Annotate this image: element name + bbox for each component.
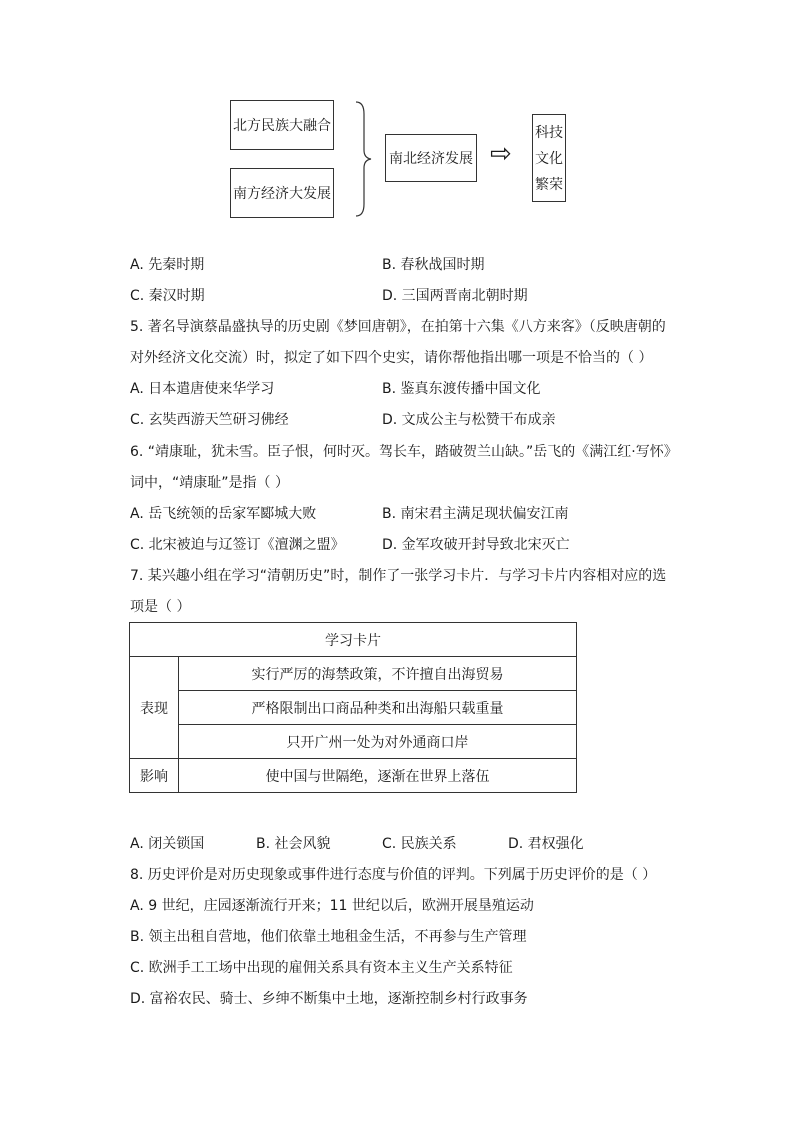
study-card-row-2: 严格限制出口商品种类和出海船只载重量: [179, 691, 577, 725]
q4-option-d: D. 三国两晋南北朝时期: [382, 288, 528, 304]
q6-stem-line1: 6. “靖康耻，犹未雪。臣子恨，何时灭。驾长车，踏破贺兰山缺。”岳飞的《满江红·写怀》: [130, 444, 678, 460]
q8-stem: 8. 历史评价是对历史现象或事件进行态度与价值的评判。下列属于历史评价的是（ ）: [130, 867, 657, 883]
q5-stem-line2: 对外经济文化交流）时，拟定了如下四个史实，请你帮他指出哪一项是不恰当的（ ）: [130, 350, 653, 366]
q8-option-c: C. 欧洲手工工场中出现的雇佣关系具有资本主义生产关系特征: [130, 960, 513, 976]
q4-option-b: B. 春秋战国时期: [382, 257, 485, 273]
q6-option-b: B. 南宋君主满足现状偏安江南: [382, 506, 569, 522]
q7-option-d: D. 君权强化: [508, 836, 584, 852]
diagram-box-south: [230, 168, 334, 218]
diagram-arrow-icon: ⇨: [490, 139, 512, 169]
q7-stem-line1: 7. 某兴趣小组在学习“清朝历史”时，制作了一张学习卡片．与学习卡片内容相对应的选: [130, 568, 667, 584]
diagram-box-north-label: 北方民族大融合: [233, 118, 331, 134]
diagram-box-south-label: 南方经济大发展: [233, 186, 331, 202]
study-card-title: 学习卡片: [130, 623, 577, 657]
diagram-result-1: 科技: [535, 125, 563, 141]
q5-option-d: D. 文成公主与松赞干布成亲: [382, 412, 556, 428]
q5-option-a: A. 日本遣唐使来华学习: [130, 381, 275, 397]
q5-option-b: B. 鉴真东渡传播中国文化: [382, 381, 541, 397]
study-card-label-manifestation: 表现: [130, 657, 179, 759]
q5-option-c: C. 玄奘西游天竺研习佛经: [130, 412, 289, 428]
study-card-row-3: 只开广州一处为对外通商口岸: [179, 725, 577, 759]
q7-option-b: B. 社会风貌: [256, 836, 331, 852]
q5-stem-line1: 5. 著名导演蔡晶盛执导的历史剧《梦回唐朝》，在拍第十六集《八方来客》（反映唐朝的: [130, 319, 666, 335]
diagram-box-center: [385, 134, 477, 182]
q7-option-c: C. 民族关系: [382, 836, 457, 852]
study-card-row-1: 实行严厉的海禁政策，不许擅自出海贸易: [179, 657, 577, 691]
q7-stem-line2: 项是（ ）: [130, 599, 191, 615]
q6-option-a: A. 岳飞统领的岳家军郾城大败: [130, 506, 317, 522]
q4-option-a: A. 先秦时期: [130, 257, 205, 273]
q4-option-c: C. 秦汉时期: [130, 288, 205, 304]
q6-option-d: D. 金军攻破开封导致北宋灭亡: [382, 537, 570, 553]
study-card-table: [129, 622, 577, 793]
diagram-box-north: [230, 100, 334, 150]
q8-option-a: A. 9 世纪，庄园逐渐流行开来；11 世纪以后，欧洲开展垦殖运动: [130, 898, 534, 914]
q6-option-c: C. 北宋被迫与辽签订《澶渊之盟》: [130, 537, 345, 553]
diagram-brace: [352, 100, 376, 218]
q8-option-d: D. 富裕农民、骑士、乡绅不断集中土地，逐渐控制乡村行政事务: [130, 991, 528, 1007]
diagram-box-center-label: 南北经济发展: [389, 151, 473, 167]
diagram-result-2: 文化: [535, 151, 563, 167]
diagram-box-result: [532, 114, 566, 202]
diagram-result-3: 繁荣: [535, 177, 563, 193]
study-card-label-effect: 影响: [130, 759, 179, 793]
q8-option-b: B. 领主出租自营地，他们依靠土地租金生活，不再参与生产管理: [130, 929, 527, 945]
q6-stem-line2: 词中，“靖康耻”是指（ ）: [130, 475, 289, 491]
q7-option-a: A. 闭关锁国: [130, 836, 205, 852]
study-card-effect: 使中国与世隔绝，逐渐在世界上落伍: [179, 759, 577, 793]
